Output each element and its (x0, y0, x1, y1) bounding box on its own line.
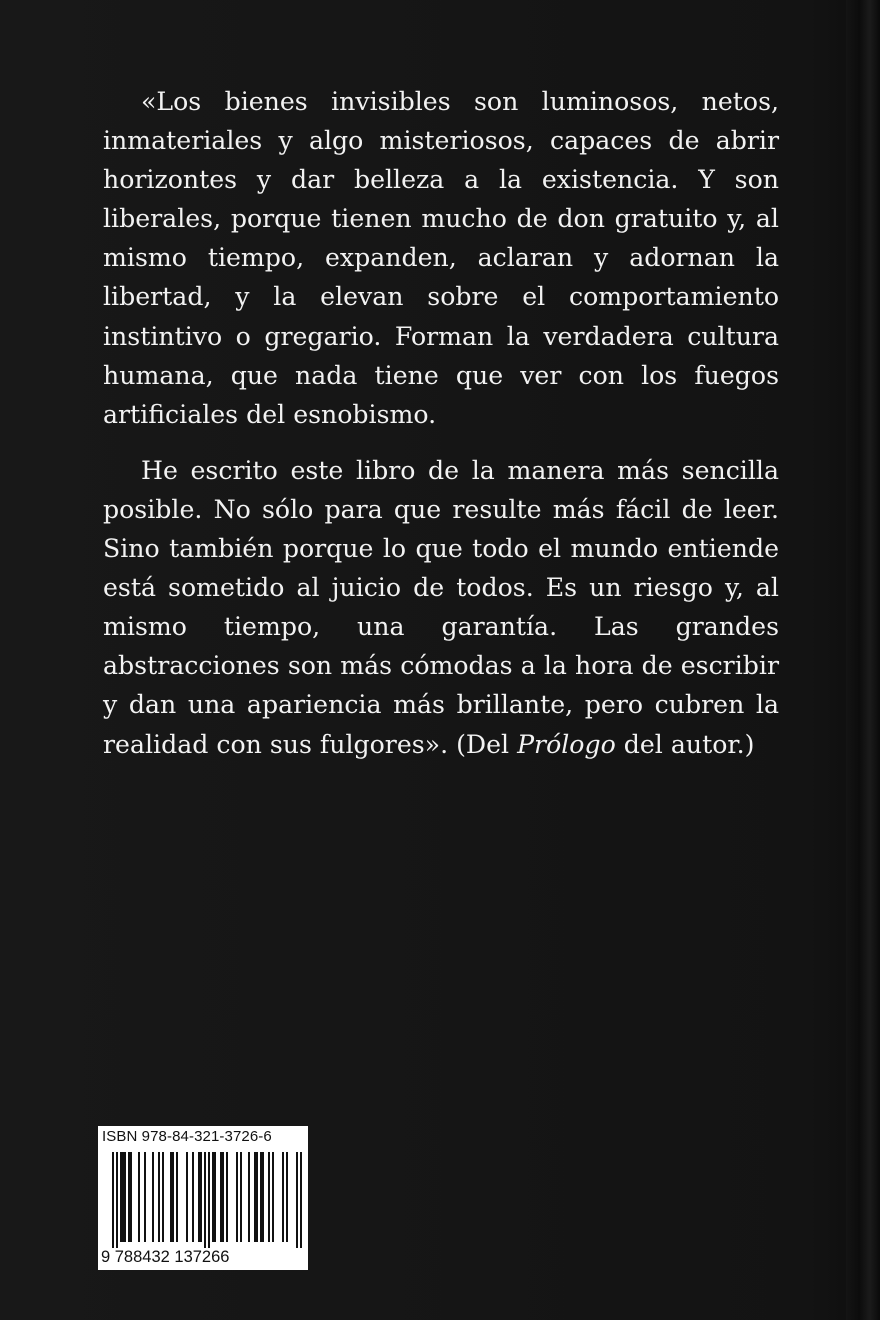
barcode-bar (254, 1152, 256, 1242)
barcode-bar (130, 1152, 132, 1242)
barcode-bar (116, 1152, 118, 1248)
barcode-bar (200, 1152, 202, 1242)
barcode-bar (186, 1152, 188, 1242)
barcode-icon (98, 1148, 308, 1248)
blurb-paragraph-2 (103, 451, 779, 764)
barcode-bar (124, 1152, 126, 1242)
blurb-paragraph-1: «Los bienes invisibles son luminosos, netos, inmateriales y algo misteriosos, capaces de abrir horizontes y dar belleza a la existencia. Y son liberales, porque tienen mucho de don gratuito y, al mismo tiempo, expanden, aclaran y adornan la libertad, y la elevan sobre el comportamiento instintivo o gregario. Forman la verdadera cultura humana, que nada tiene que ver con los fuegos artificiales del esnobismo. (103, 87, 779, 429)
barcode-bar (176, 1152, 178, 1242)
barcode-bar (208, 1152, 210, 1248)
barcode-bar (260, 1152, 262, 1242)
barcode-bar (282, 1152, 284, 1242)
barcode-bar (240, 1152, 242, 1242)
barcode-bar (204, 1152, 206, 1248)
barcode-bar (172, 1152, 174, 1242)
barcode-bar (198, 1152, 200, 1242)
barcode-bar (158, 1152, 160, 1242)
barcode-bar (112, 1152, 114, 1248)
isbn-number: ISBN 978-84-321-3726-6 (102, 1128, 272, 1145)
back-cover-blurb (103, 82, 779, 764)
barcode-digits: 9 788432 137266 (101, 1248, 230, 1266)
blurb-paragraph-2-end: del autor.) (615, 729, 755, 759)
barcode-bar (222, 1152, 224, 1242)
barcode-bar (220, 1152, 222, 1242)
barcode-bar (120, 1152, 122, 1242)
barcode-bar (296, 1152, 298, 1248)
barcode-bar (248, 1152, 250, 1242)
barcode-bar (262, 1152, 264, 1242)
barcode-bar (300, 1152, 302, 1248)
barcode-bar (236, 1152, 238, 1242)
isbn-barcode-label (98, 1126, 308, 1270)
barcode-bar (214, 1152, 216, 1242)
barcode-bar (122, 1152, 124, 1242)
barcode-bar (170, 1152, 172, 1242)
barcode-bar (212, 1152, 214, 1242)
barcode-bar (272, 1152, 274, 1242)
barcode-bar (138, 1152, 140, 1242)
cover-edge-shadow (846, 0, 880, 1320)
barcode-bar (256, 1152, 258, 1242)
barcode-bar (286, 1152, 288, 1242)
blurb-italic-title: Prólogo (517, 729, 616, 759)
barcode-bar (128, 1152, 130, 1242)
barcode-bar (162, 1152, 164, 1242)
barcode-bar (192, 1152, 194, 1242)
barcode-bar (144, 1152, 146, 1242)
barcode-bar (226, 1152, 228, 1242)
blurb-paragraph-2-text: He escrito este libro de la manera más sencilla posible. No sólo para que resulte más fácil de leer. Sino también porque lo que todo el mundo entiende está sometido al juicio de todos. Es un riesgo y, al mismo tiempo, una garantía. Las grandes abstracciones son más cómodas a la hora de escribir y dan una apariencia más brillante, pero cubren la realidad con sus fulgores». (Del (103, 455, 779, 759)
barcode-bar (268, 1152, 270, 1242)
barcode-bar (152, 1152, 154, 1242)
